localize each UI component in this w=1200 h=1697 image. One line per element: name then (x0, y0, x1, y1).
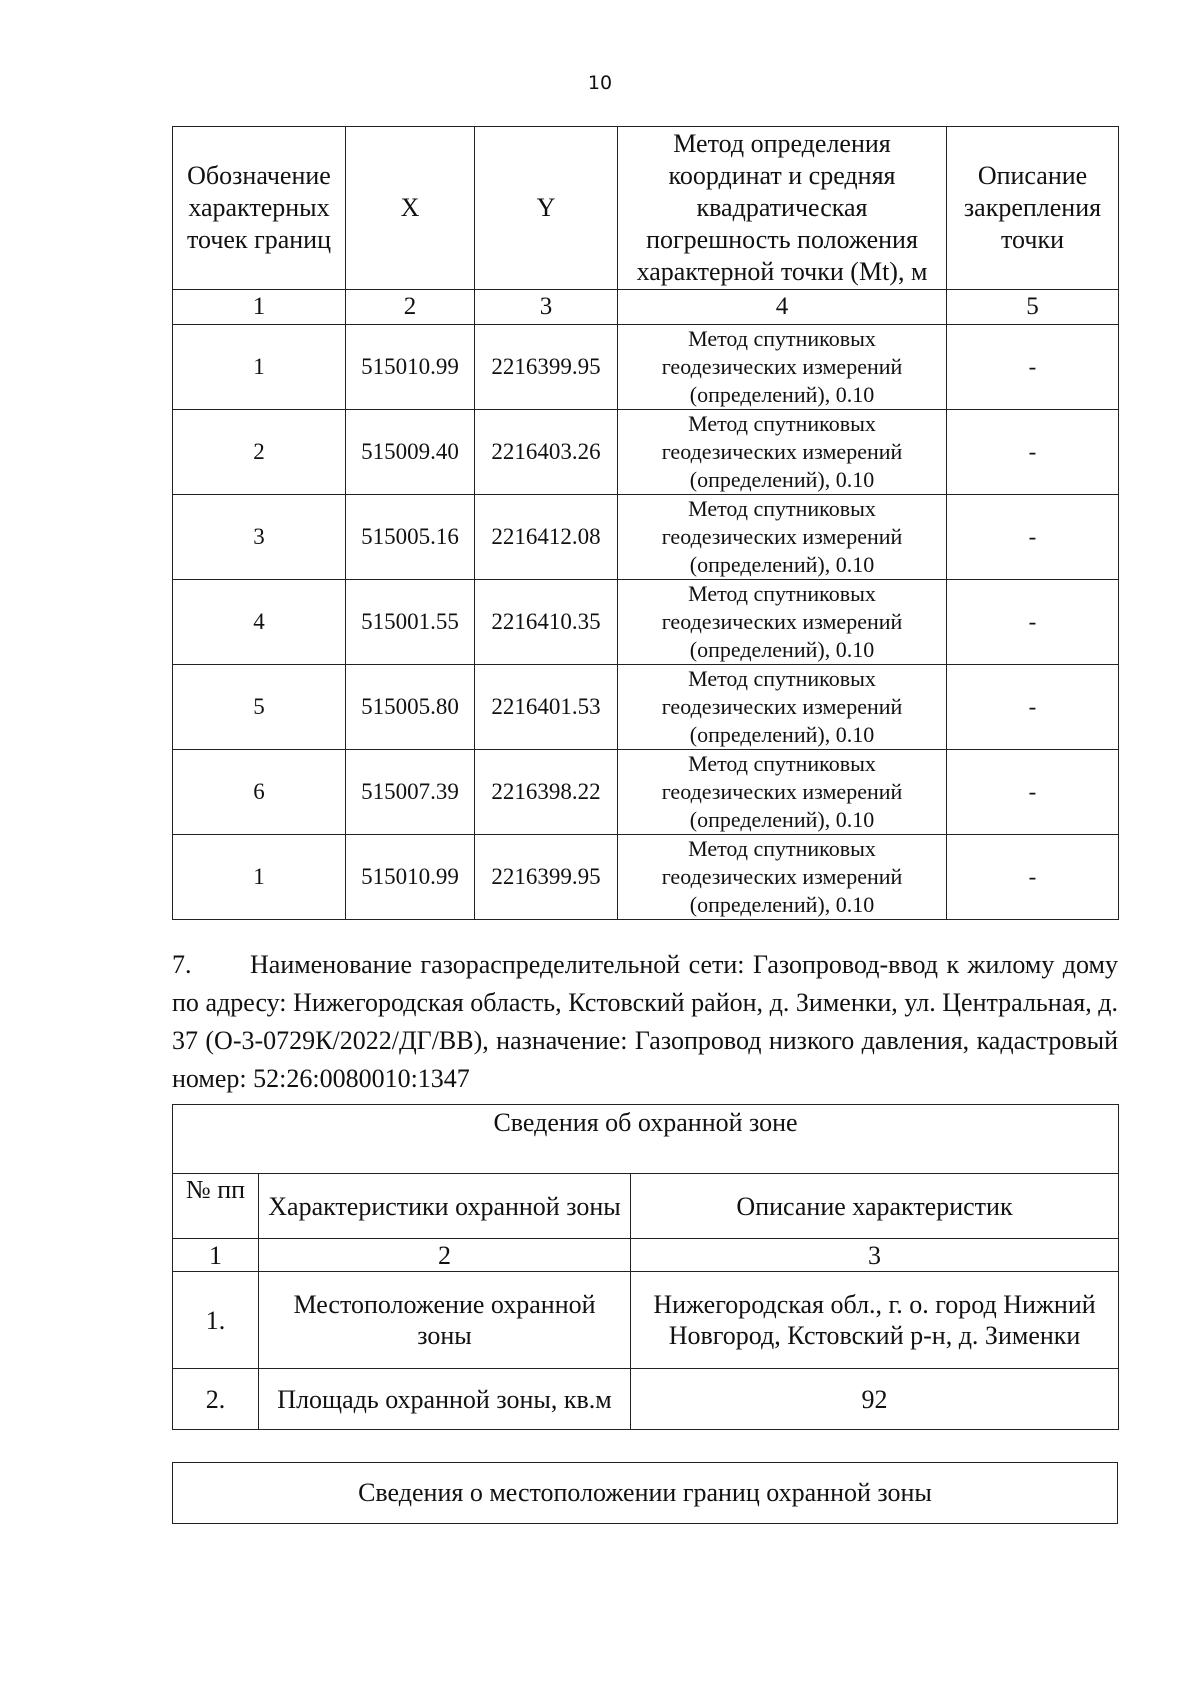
x-cell: 515009.40 (346, 410, 475, 495)
protection-zone-table (172, 1104, 1119, 1430)
description-cell: - (947, 410, 1119, 495)
zone-header-row (173, 1174, 1119, 1239)
x-cell: 515005.16 (346, 495, 475, 580)
method-cell: Метод спутниковых геодезических измерений (определений), 0.10 (618, 750, 947, 835)
coordinates-table (172, 126, 1119, 920)
bounds-table-title: Сведения о местоположении границ охранной зоны (173, 1463, 1118, 1524)
method-cell: Метод спутниковых геодезических измерений (определений), 0.10 (618, 410, 947, 495)
table-row (173, 410, 1119, 495)
header-number: № пп (173, 1174, 259, 1239)
row-number: 1. (173, 1272, 259, 1369)
column-number: 3 (631, 1239, 1119, 1272)
header-description: Описание характеристик (631, 1174, 1119, 1239)
zone-title-row (173, 1105, 1119, 1174)
coordinates-column-numbers (173, 290, 1119, 325)
coordinates-header-row (173, 127, 1119, 290)
point-cell: 2 (173, 410, 346, 495)
column-number: 2 (346, 290, 475, 325)
description-cell: - (947, 665, 1119, 750)
page-number: 10 (587, 72, 613, 94)
method-cell: Метод спутниковых геодезических измерений (определений), 0.10 (618, 835, 947, 920)
header-characteristic: Характеристики охранной зоны (259, 1174, 631, 1239)
point-cell: 1 (173, 835, 346, 920)
header-x: X (346, 127, 475, 290)
zone-table-title: Сведения об охранной зоне (173, 1105, 1119, 1174)
table-row (173, 580, 1119, 665)
column-number: 1 (173, 290, 346, 325)
y-cell: 2216399.95 (475, 325, 618, 410)
table-row (173, 325, 1119, 410)
column-number: 1 (173, 1239, 259, 1272)
point-cell: 3 (173, 495, 346, 580)
method-cell: Метод спутниковых геодезических измерений (определений), 0.10 (618, 325, 947, 410)
x-cell: 515005.80 (346, 665, 475, 750)
table-row (173, 665, 1119, 750)
description-cell: - (947, 580, 1119, 665)
y-cell: 2216398.22 (475, 750, 618, 835)
bounds-title-row (173, 1463, 1118, 1524)
column-number: 4 (618, 290, 947, 325)
description-cell: - (947, 325, 1119, 410)
x-cell: 515001.55 (346, 580, 475, 665)
x-cell: 515010.99 (346, 835, 475, 920)
column-number: 3 (475, 290, 618, 325)
y-cell: 2216410.35 (475, 580, 618, 665)
x-cell: 515010.99 (346, 325, 475, 410)
method-cell: Метод спутниковых геодезических измерений (определений), 0.10 (618, 495, 947, 580)
point-cell: 1 (173, 325, 346, 410)
row-number: 2. (173, 1369, 259, 1430)
point-cell: 5 (173, 665, 346, 750)
point-cell: 6 (173, 750, 346, 835)
table-row (173, 750, 1119, 835)
point-cell: 4 (173, 580, 346, 665)
description-cell: - (947, 750, 1119, 835)
y-cell: 2216399.95 (475, 835, 618, 920)
section-paragraph (172, 946, 1118, 1098)
description-cell: - (947, 835, 1119, 920)
header-description: Описание закрепления точки (947, 127, 1119, 290)
description-cell: Нижегородская обл., г. о. город Нижний Новгород, Кстовский р-н, д. Зименки (631, 1272, 1119, 1369)
description-cell: 92 (631, 1369, 1119, 1430)
characteristic-cell: Площадь охранной зоны, кв.м (259, 1369, 631, 1430)
table-row (173, 1272, 1119, 1369)
description-cell: - (947, 495, 1119, 580)
table-row (173, 495, 1119, 580)
method-cell: Метод спутниковых геодезических измерений (определений), 0.10 (618, 580, 947, 665)
y-cell: 2216403.26 (475, 410, 618, 495)
header-point: Обозначение характерных точек границ (173, 127, 346, 290)
column-number: 5 (947, 290, 1119, 325)
header-method: Метод определения координат и средняя квадратическая погрешность положения характерной точки (Mt), м (618, 127, 947, 290)
header-y: Y (475, 127, 618, 290)
section-text: Наименование газораспределительной сети: Газопровод-ввод к жилому дому по адресу: Нижегородская область, Кстовский район, д. Зименки, ул. Центральная, д. 37 (О-3-0729К/2022/ДГ/ВВ), назначение: Газопровод низкого давления, кадастровый номер: 52:26:0080010:1347 (172, 950, 1118, 1093)
table-row (173, 1369, 1119, 1430)
method-cell: Метод спутниковых геодезических измерений (определений), 0.10 (618, 665, 947, 750)
y-cell: 2216412.08 (475, 495, 618, 580)
x-cell: 515007.39 (346, 750, 475, 835)
zone-column-numbers (173, 1239, 1119, 1272)
column-number: 2 (259, 1239, 631, 1272)
section-number: 7. (172, 950, 192, 979)
characteristic-cell: Местоположение охранной зоны (259, 1272, 631, 1369)
table-row (173, 835, 1119, 920)
zone-boundaries-table (172, 1462, 1118, 1524)
y-cell: 2216401.53 (475, 665, 618, 750)
